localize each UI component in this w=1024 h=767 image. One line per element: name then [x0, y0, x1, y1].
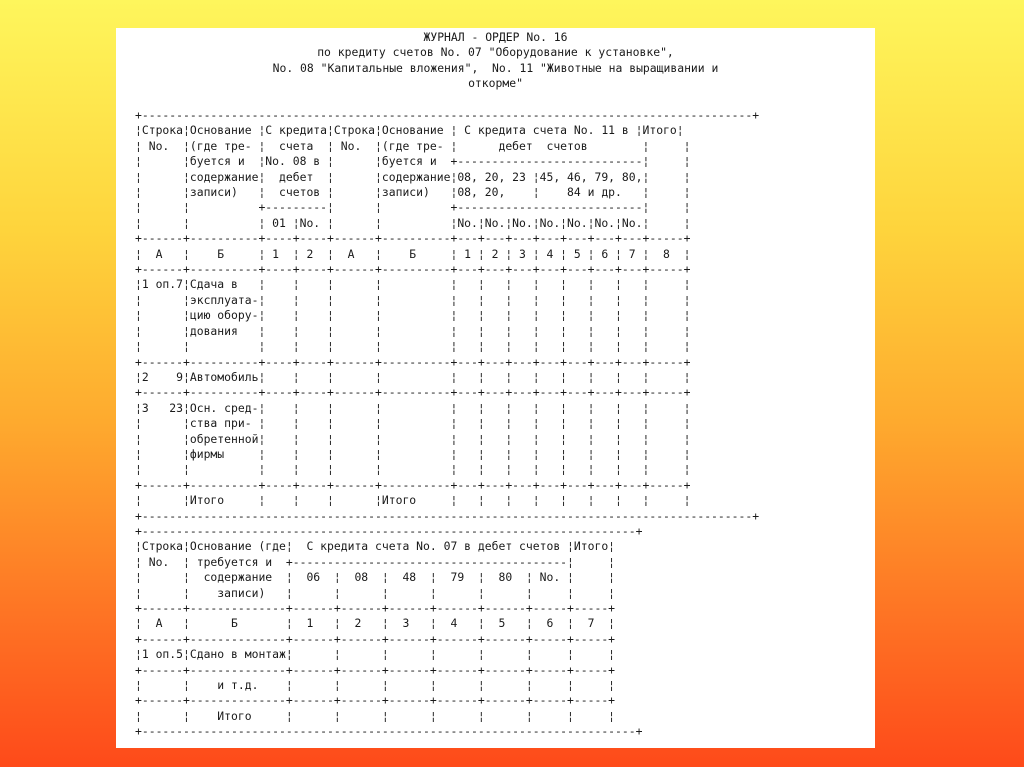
title-line-2: по кредиту счетов No. 07 "Оборудование к установке",: [317, 45, 674, 60]
title-line-4: откорме": [468, 76, 523, 91]
journal-order-table-account-07: +------------------------------------------------------------------------+ ¦Строка¦Основание (где¦ С кредита счета No. 07 в дебет счетов ¦Итого¦ ¦ No. ¦ требуется и +----------------------------------------¦ ¦ ¦ ¦ содержание ¦ 06 ¦ 08 ¦ 48 ¦ 79 ¦ 80 ¦ No. ¦ ¦ ¦ ¦ записи) ¦ ¦ ¦ ¦ ¦ ¦ ¦ ¦ +------+--------------+------+------+------+------+------+-----+-----+ ¦ А ¦ Б ¦ 1 ¦ 2 ¦ 3 ¦ 4 ¦ 5 ¦ 6 ¦ 7 ¦ +------+--------------+------+------+------+------+------+-----+-----+ ¦1 оп.5¦Сдано в монтаж¦ ¦ ¦ ¦ ¦ ¦ ¦ ¦ +------+--------------+------+------+------+------+------+-----+-----+ ¦ ¦ и т.д. ¦ ¦ ¦ ¦ ¦ ¦ ¦ ¦ +------+--------------+------+------+------+------+------+-----+-----+ ¦ ¦ Итого ¦ ¦ ¦ ¦ ¦ ¦ ¦ ¦ +------------------------------------------------------------------------+: [135, 524, 643, 739]
title-line-1: ЖУРНАЛ - ОРДЕР No. 16: [423, 30, 568, 44]
title-line-3: No. 08 "Капитальные вложения", No. 11 "Животные на выращивании и: [272, 60, 719, 75]
journal-order-table-accounts-08-11: +-----------------------------------------------------------------------------------------+ ¦Строка¦Основание ¦С кредита¦Строка¦Основание ¦ С кредита счета No. 11 в ¦Итого¦ ¦ No. ¦(где тре- ¦ счета ¦ No. ¦(где тре- ¦ дебет счетов ¦ ¦ ¦ ¦буется и ¦No. 08 в ¦ ¦буется и +---------------------------¦ ¦ ¦ ¦содержание¦ дебет ¦ ¦содержание¦08, 20, 23 ¦45, 46, 79, 80,¦ ¦ ¦ ¦записи) ¦ счетов ¦ ¦записи) ¦08, 20, ¦ 84 и др. ¦ ¦ ¦ ¦ +---------¦ ¦ +---------------------------¦ ¦ ¦ ¦ ¦ 01 ¦No. ¦ ¦ ¦No.¦No.¦No.¦No.¦No.¦No.¦No.¦ ¦ +------+----------+----+----+------+----------+---+---+---+---+---+---+---+-----+ ¦ А ¦ Б ¦ 1 ¦ 2 ¦ А ¦ Б ¦ 1 ¦ 2 ¦ 3 ¦ 4 ¦ 5 ¦ 6 ¦ 7 ¦ 8 ¦ +------+----------+----+----+------+----------+---+---+---+---+---+---+---+-----+ ¦1 оп.7¦Сдача в ¦ ¦ ¦ ¦ ¦ ¦ ¦ ¦ ¦ ¦ ¦ ¦ ¦ ¦ ¦эксплуата-¦ ¦ ¦ ¦ ¦ ¦ ¦ ¦ ¦ ¦ ¦ ¦ ¦ ¦ ¦цию обору-¦ ¦ ¦ ¦ ¦ ¦ ¦ ¦ ¦ ¦ ¦ ¦ ¦ ¦ ¦дования ¦ ¦ ¦ ¦ ¦ ¦ ¦ ¦ ¦ ¦ ¦ ¦ ¦ ¦ ¦ ¦ ¦ ¦ ¦ ¦ ¦ ¦ ¦ ¦ ¦ ¦ ¦ ¦ +------+----------+----+----+------+----------+---+---+---+---+---+---+---+-----+ ¦2 9¦Автомобиль¦ ¦ ¦ ¦ ¦ ¦ ¦ ¦ ¦ ¦ ¦ ¦ ¦ +------+----------+----+----+------+----------+---+---+---+---+---+---+---+-----+ ¦3 23¦Осн. сред-¦ ¦ ¦ ¦ ¦ ¦ ¦ ¦ ¦ ¦ ¦ ¦ ¦ ¦ ¦ства при- ¦ ¦ ¦ ¦ ¦ ¦ ¦ ¦ ¦ ¦ ¦ ¦ ¦ ¦ ¦обретенной¦ ¦ ¦ ¦ ¦ ¦ ¦ ¦ ¦ ¦ ¦ ¦ ¦ ¦ ¦фирмы ¦ ¦ ¦ ¦ ¦ ¦ ¦ ¦ ¦ ¦ ¦ ¦ ¦ ¦ ¦ ¦ ¦ ¦ ¦ ¦ ¦ ¦ ¦ ¦ ¦ ¦ ¦ ¦ +------+----------+----+----+------+----------+---+---+---+---+---+---+---+-----+ ¦ ¦Итого ¦ ¦ ¦ ¦Итого ¦ ¦ ¦ ¦ ¦ ¦ ¦ ¦ ¦ +-----------------------------------------------------------------------------------------+: [135, 108, 760, 523]
page-title: [116, 30, 875, 92]
document-page: [116, 28, 875, 748]
